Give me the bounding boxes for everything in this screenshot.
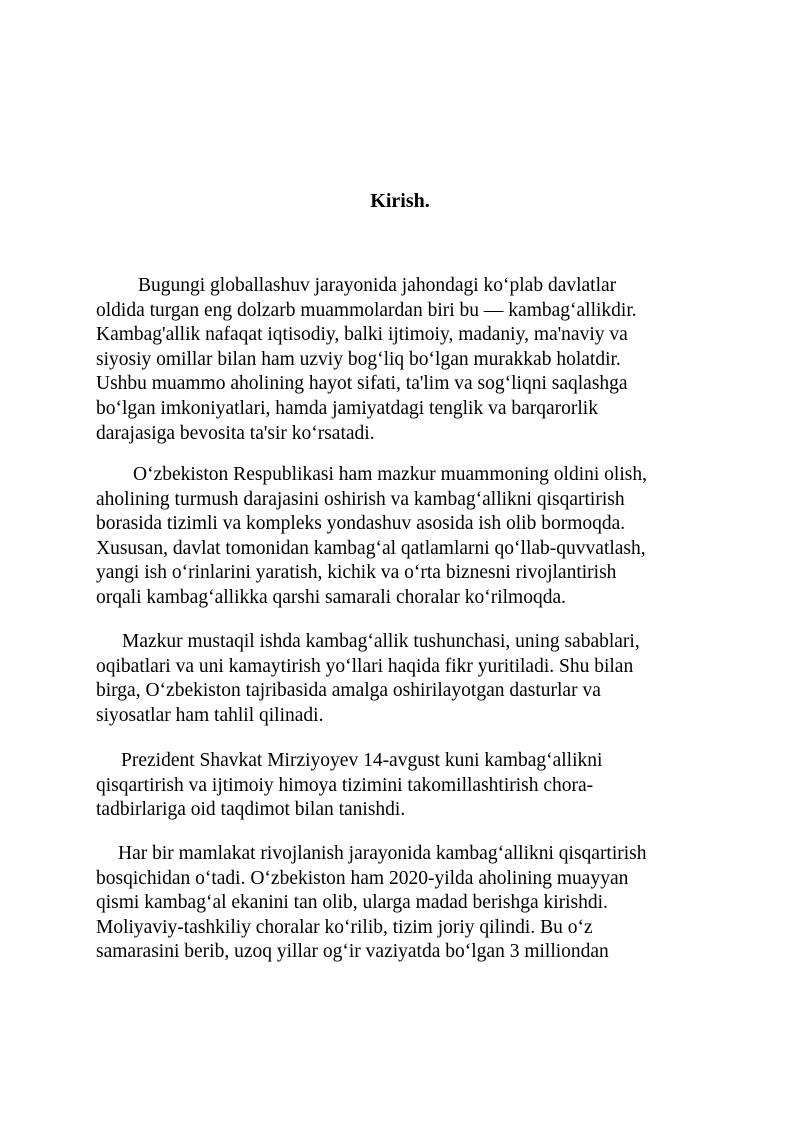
paragraph-line: oldida turgan eng dolzarb muammolardan biri bu — kambag‘allikdir. bbox=[96, 299, 637, 321]
paragraph-research-scope bbox=[96, 630, 716, 728]
paragraph-line: tadbirlariga oid taqdimot bilan tanishdi. bbox=[96, 799, 406, 821]
paragraph-line: qismi kambag‘al ekanini tan olib, ularga madad berishga kirishdi. bbox=[96, 892, 608, 914]
paragraph-line: Prezident Shavkat Mirziyoyev 14-avgust kuni kambag‘allikni bbox=[121, 750, 603, 771]
paragraph-line: aholining turmush darajasini oshirish va kambag‘allikni qisqartirish bbox=[96, 488, 625, 510]
paragraph-line: O‘zbekiston Respublikasi ham mazkur muammoning oldini olish, bbox=[133, 464, 647, 485]
paragraph-line: Mazkur mustaqil ishda kambag‘allik tushunchasi, uning sabablari, bbox=[122, 631, 640, 652]
paragraph-line: Har bir mamlakat rivojlanish jarayonida kambag‘allikni qisqartirish bbox=[118, 843, 647, 864]
paragraph-line: siyosatlar ham tahlil qilinadi. bbox=[96, 704, 324, 726]
document-title: Kirish. bbox=[370, 190, 430, 212]
paragraph-line: birga, O‘zbekiston tajribasida amalga oshirilayotgan dasturlar va bbox=[96, 680, 601, 702]
paragraph-line: yangi ish o‘rinlarini yaratish, kichik va o‘rta biznesni rivojlantirish bbox=[96, 562, 617, 584]
paragraph-line: Ushbu muammo aholining hayot sifati, ta'lim va sog‘liqni saqlashgа bbox=[96, 373, 628, 395]
paragraph-intro bbox=[96, 274, 716, 446]
paragraph-line: darajasiga bevosita ta'sir ko‘rsatadi. bbox=[96, 422, 375, 444]
paragraph-line: borasida tizimli va kompleks yondashuv asosida ish olib bormoqda. bbox=[96, 513, 626, 535]
paragraph-line: samarasini berib, uzoq yillar og‘ir vaziyatda bo‘lgan 3 milliondan bbox=[96, 941, 609, 963]
paragraph-line: oqibatlari va uni kamaytirish yo‘llari haqida fikr yuritiladi. Shu bilan bbox=[96, 655, 634, 677]
paragraph-president-presentation bbox=[96, 749, 716, 823]
paragraph-line: Moliyaviy-tashkiliy choralar ko‘rilib, tizim joriy qilindi. Bu o‘z bbox=[96, 916, 593, 938]
paragraph-line: Xususan, davlat tomonidan kambag‘al qatlamlarni qo‘llab-quvvatlash, bbox=[96, 537, 646, 559]
paragraph-line: bo‘lgan imkoniyatlari, hamda jamiyatdagi tenglik va barqarorlik bbox=[96, 397, 598, 419]
paragraph-line: bosqichidan o‘tadi. O‘zbekiston ham 2020-yilda aholining muayyan bbox=[96, 867, 629, 889]
paragraph-line: orqali kambag‘allikka qarshi samarali choralar ko‘rilmoqda. bbox=[96, 586, 566, 608]
paragraph-uzbekistan-approach bbox=[96, 463, 716, 611]
paragraph-line: Bugungi globallashuv jarayonida jahondagi ko‘plab davlatlar bbox=[138, 275, 617, 296]
paragraph-line: siyosiy omillar bilan ham uzviy bog‘liq bo‘lgan murakkab holatdir. bbox=[96, 348, 621, 370]
paragraph-poverty-reduction-stage bbox=[96, 842, 716, 965]
paragraph-line: qisqartirish va ijtimoiy himoya tizimini takomillashtirish chora- bbox=[96, 774, 594, 796]
paragraph-line: Kambag'allik nafaqat iqtisodiy, balki ijtimoiy, madaniy, ma'naviy va bbox=[96, 324, 628, 346]
